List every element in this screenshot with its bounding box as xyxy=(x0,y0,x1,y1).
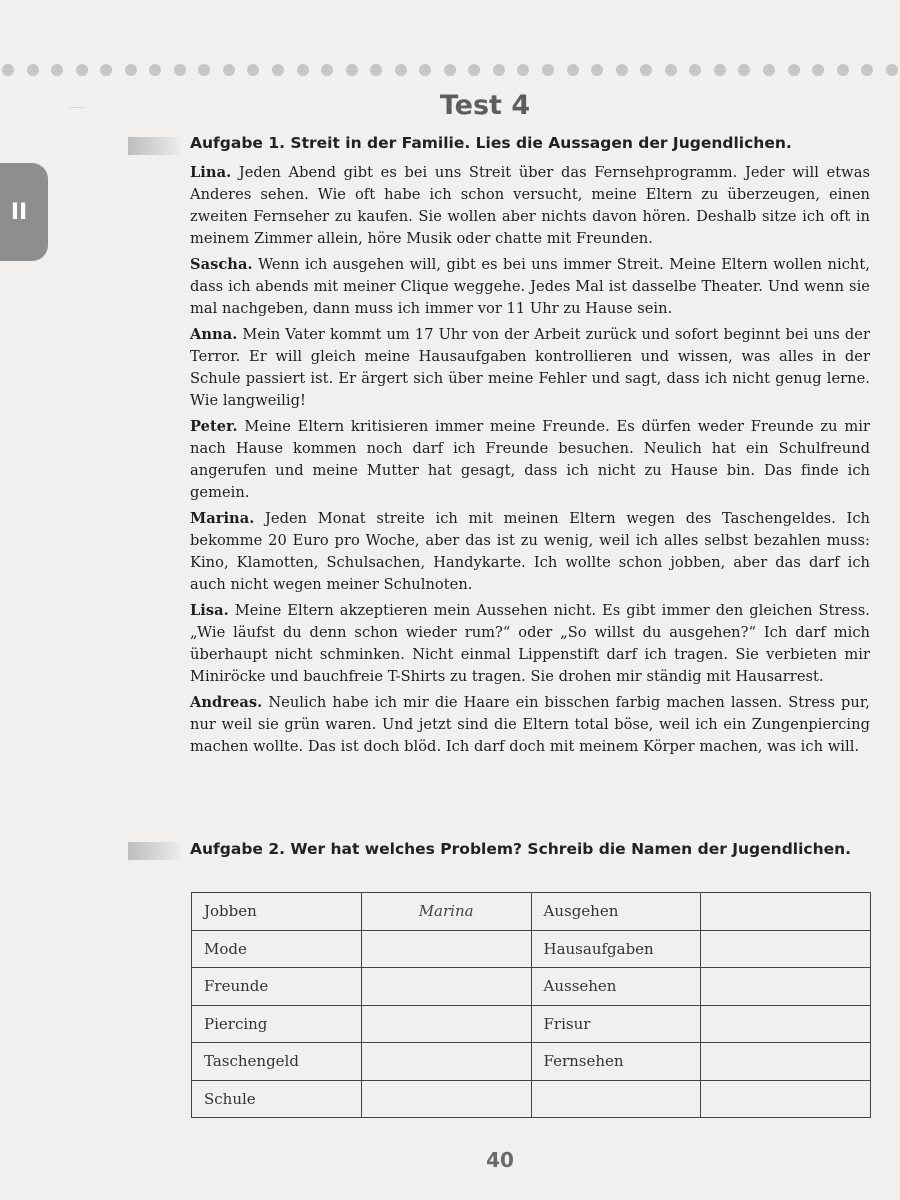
binder-dot xyxy=(640,64,652,76)
problem-label: Piercing xyxy=(192,1005,362,1043)
table-row xyxy=(192,930,871,968)
binder-dot xyxy=(174,64,186,76)
problem-label: Mode xyxy=(192,930,362,968)
statement-text: Jeden Monat streite ich mit meinen Eltern wegen des Taschengeldes. Ich bekomme 20 Euro pro Woche, aber das ist zu wenig, weil ich alles selbst bezahlen muss: Kino, Klamotten, Schulsachen, Handykarte. Ich wollte schon jobben, aber das darf ich auch nicht wegen meiner Schulnoten. xyxy=(190,510,870,593)
speaker-name: Marina. xyxy=(190,510,255,527)
speaker-name: Peter. xyxy=(190,418,238,435)
speaker-name: Sascha. xyxy=(190,256,253,273)
statement-text: Meine Eltern akzeptieren mein Aussehen nicht. Es gibt immer den gleichen Stress. „Wie läufst du denn schon wieder rum?“ oder „So willst du ausgehen?“ Ich darf mich überhaupt nicht schminken. Nicht einmal Lippenstift darf ich tragen. Sie verbieten mir Miniröcke und bauchfreie T-Shirts zu tragen. Sie drohen mir ständig mit Hausarrest. xyxy=(190,602,870,685)
statement xyxy=(190,162,870,250)
binder-dot xyxy=(395,64,407,76)
binder-dot xyxy=(419,64,431,76)
problem-label: Ausgehen xyxy=(531,893,701,931)
answer-cell[interactable] xyxy=(701,893,871,931)
statement-text: Wenn ich ausgehen will, gibt es bei uns immer Streit. Meine Eltern wollen nicht, dass ich abends mit meiner Clique weggehe. Jedes Mal ist dasselbe Theater. Und wenn sie mal nachgeben, dann muss ich immer vor 11 Uhr zu Hause sein. xyxy=(190,256,870,317)
problem-label: Taschengeld xyxy=(192,1043,362,1081)
answer-cell[interactable] xyxy=(361,1043,531,1081)
binder-dot xyxy=(198,64,210,76)
problem-label: Fernsehen xyxy=(531,1043,701,1081)
task2-marker xyxy=(128,842,180,860)
binder-dot xyxy=(297,64,309,76)
binder-dot xyxy=(370,64,382,76)
statement xyxy=(190,600,870,688)
statement xyxy=(190,254,870,320)
page-title: Test 4 xyxy=(439,90,531,121)
answer-cell[interactable] xyxy=(361,930,531,968)
binder-dot xyxy=(689,64,701,76)
statement-text: Neulich habe ich mir die Haare ein bisschen farbig machen lassen. Stress pur, nur weil sie grün waren. Und jetzt sind die Eltern total böse, weil ich ein Zungenpiercing machen wollte. Das ist doch blöd. Ich darf doch mit meinem Körper machen, was ich will. xyxy=(190,694,870,755)
binder-dot xyxy=(788,64,800,76)
binder-dot xyxy=(616,64,628,76)
show-through-text: ― xyxy=(70,100,83,115)
binder-dot xyxy=(27,64,39,76)
statement xyxy=(190,508,870,596)
answer-cell[interactable] xyxy=(701,1005,871,1043)
answer-cell[interactable] xyxy=(701,1080,871,1118)
statement xyxy=(190,692,870,758)
binder-dot xyxy=(861,64,873,76)
problem-label: Frisur xyxy=(531,1005,701,1043)
chapter-tab xyxy=(0,163,48,261)
statement-text: Jeden Abend gibt es bei uns Streit über das Fernsehprogramm. Jeder will etwas Anderes sehen. Wie oft habe ich schon versucht, meine Eltern zu überzeugen, einen zweiten Fernseher zu kaufen. Sie wollen aber nichts davon hören. Deshalb sitze ich oft in meinem Zimmer allein, höre Musik oder chatte mit Freunden. xyxy=(190,164,870,247)
binder-dot xyxy=(763,64,775,76)
binder-dot xyxy=(346,64,358,76)
problem-label: Freunde xyxy=(192,968,362,1006)
binder-dots xyxy=(0,62,900,78)
answer-cell[interactable]: Marina xyxy=(361,893,531,931)
binder-dot xyxy=(149,64,161,76)
binder-dot xyxy=(567,64,579,76)
binder-dot xyxy=(321,64,333,76)
table-row xyxy=(192,1043,871,1081)
speaker-name: Lina. xyxy=(190,164,232,181)
page-number: 40 xyxy=(486,1148,514,1172)
speaker-name: Anna. xyxy=(190,326,238,343)
binder-dot xyxy=(738,64,750,76)
binder-dot xyxy=(468,64,480,76)
answer-cell[interactable] xyxy=(701,930,871,968)
binder-dot xyxy=(2,64,14,76)
table-row xyxy=(192,1005,871,1043)
binder-dot xyxy=(76,64,88,76)
binder-dot xyxy=(51,64,63,76)
task2-heading: Aufgabe 2. Wer hat welches Problem? Schreib die Namen der Jugendlichen. xyxy=(190,840,852,858)
speaker-name: Andreas. xyxy=(190,694,263,711)
binder-dot xyxy=(714,64,726,76)
binder-dot xyxy=(837,64,849,76)
chapter-tab-label: II xyxy=(10,199,28,225)
problem-label: Aussehen xyxy=(531,968,701,1006)
answer-cell[interactable] xyxy=(701,1043,871,1081)
statement-text: Mein Vater kommt um 17 Uhr von der Arbeit zurück und sofort beginnt bei uns der Terror. Er will gleich meine Hausaufgaben kontrollieren und wissen, was alles in der Schule passiert ist. Er ärgert sich über meine Fehler und sagt, dass ich nicht genug lerne. Wie langweilig! xyxy=(190,326,870,409)
binder-dot xyxy=(812,64,824,76)
table-row xyxy=(192,893,871,931)
binder-dot xyxy=(542,64,554,76)
binder-dot xyxy=(886,64,898,76)
statement-text: Meine Eltern kritisieren immer meine Freunde. Es dürfen weder Freunde zu mir nach Hause kommen noch darf ich Freunde besuchen. Neulich hat ein Schulfreund angerufen und meine Mutter hat gesagt, dass ich nicht zu Hause bin. Das finde ich gemein. xyxy=(190,418,870,501)
statements-list xyxy=(190,162,870,762)
speaker-name: Lisa. xyxy=(190,602,229,619)
task1-heading: Aufgabe 1. Streit in der Familie. Lies die Aussagen der Jugendlichen. xyxy=(190,134,792,152)
answer-cell[interactable] xyxy=(361,1080,531,1118)
task1-marker xyxy=(128,137,180,155)
binder-dot xyxy=(444,64,456,76)
answer-cell[interactable] xyxy=(701,968,871,1006)
binder-dot xyxy=(493,64,505,76)
statement xyxy=(190,324,870,412)
answer-cell[interactable] xyxy=(361,1005,531,1043)
problem-label: Hausaufgaben xyxy=(531,930,701,968)
problem-label: Jobben xyxy=(192,893,362,931)
binder-dot xyxy=(272,64,284,76)
problems-table xyxy=(191,892,871,1118)
problem-label xyxy=(531,1080,701,1118)
table-row xyxy=(192,1080,871,1118)
statement xyxy=(190,416,870,504)
answer-cell[interactable] xyxy=(361,968,531,1006)
binder-dot xyxy=(100,64,112,76)
binder-dot xyxy=(247,64,259,76)
binder-dot xyxy=(125,64,137,76)
table-row xyxy=(192,968,871,1006)
binder-dot xyxy=(591,64,603,76)
binder-dot xyxy=(223,64,235,76)
binder-dot xyxy=(665,64,677,76)
problem-label: Schule xyxy=(192,1080,362,1118)
binder-dot xyxy=(517,64,529,76)
